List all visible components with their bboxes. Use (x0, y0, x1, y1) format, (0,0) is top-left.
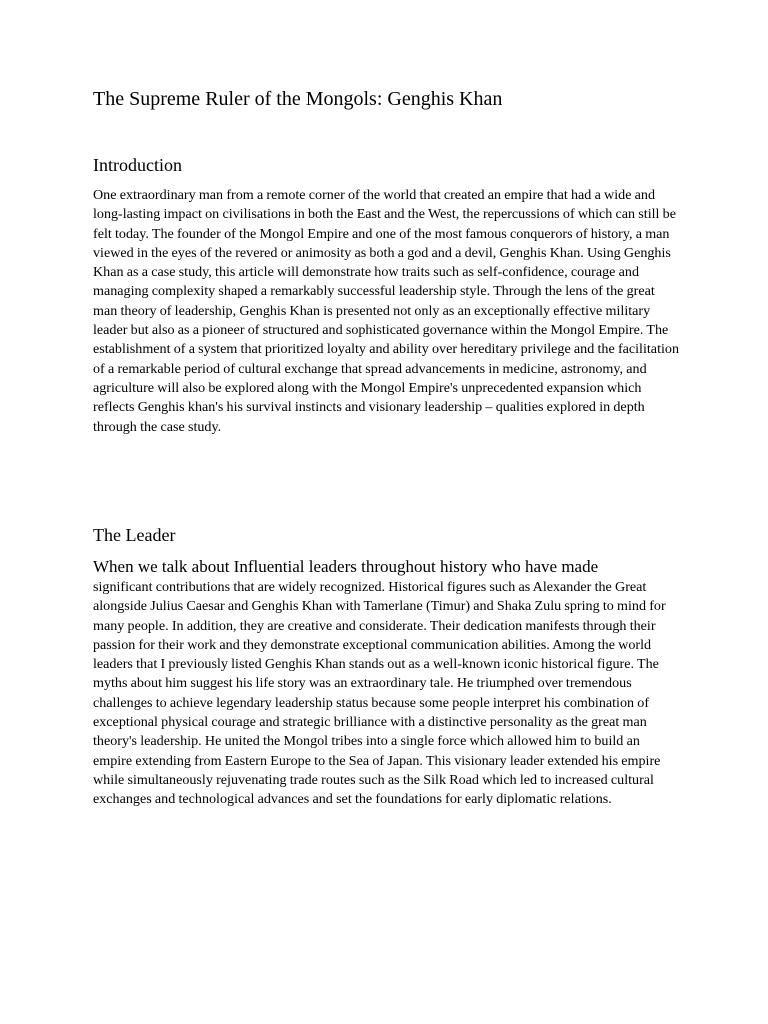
leader-heading: The Leader (93, 525, 176, 545)
introduction-paragraph: One extraordinary man from a remote corner of the world that created an empire that had a wide and long-lasting impact on civilisations in both the East and the West, the repercussions of which can still be felt today. The founder of the Mongol Empire and one of the most famous conquerors of history, a man viewed in the eyes of the revered or animosity as both a god and a devil, Genghis Khan. Using Genghis Khan as a case study, this article will demonstrate how traits such as self-confidence, courage and managing complexity shaped a remarkably successful leadership style. Through the lens of the great man theory of leadership, Genghis Khan is presented not only as an exceptionally effective military leader but also as a pioneer of structured and sophisticated governance within the Mongol Empire. The establishment of a system that prioritized loyalty and ability over hereditary privilege and the facilitation of a remarkable period of cultural exchange that spread advancements in medicine, astronomy, and agriculture will also be explored along with the Mongol Empire's unprecedented expansion which reflects Genghis khan's his survival instincts and visionary leadership – qualities explored in depth through the case study. (93, 187, 679, 435)
leader-lead-line: When we talk about Influential leaders throughout history who have made (93, 557, 599, 576)
leader-paragraph: significant contributions that are widely recognized. Historical figures such as Alexander the Great alongside Julius Caesar and Genghis Khan with Tamerlane (Timur) and Shaka Zulu spring to mind for many people. In addition, they are creative and considerate. Their dedication manifests through their passion for their work and they demonstrate exceptional communication abilities. Among the world leaders that I previously listed Genghis Khan stands out as a well-known iconic historical figure. The myths about him suggest his life story was an extraordinary tale. He triumphed over tremendous challenges to achieve legendary leadership status because some people interpret his combination of exceptional physical courage and strategic brilliance with a distinctive personality as the great man theory's leadership. He united the Mongol tribes into a single force which allowed him to build an empire extending from Eastern Europe to the Sea of Japan. This visionary leader extended his empire while simultaneously rejuvenating trade routes such as the Silk Road which led to increased cultural exchanges and technological advances and set the foundations for early diplomatic relations. (93, 579, 666, 808)
document-title: The Supreme Ruler of the Mongols: Genghis Khan (93, 88, 503, 110)
introduction-heading: Introduction (93, 155, 182, 175)
